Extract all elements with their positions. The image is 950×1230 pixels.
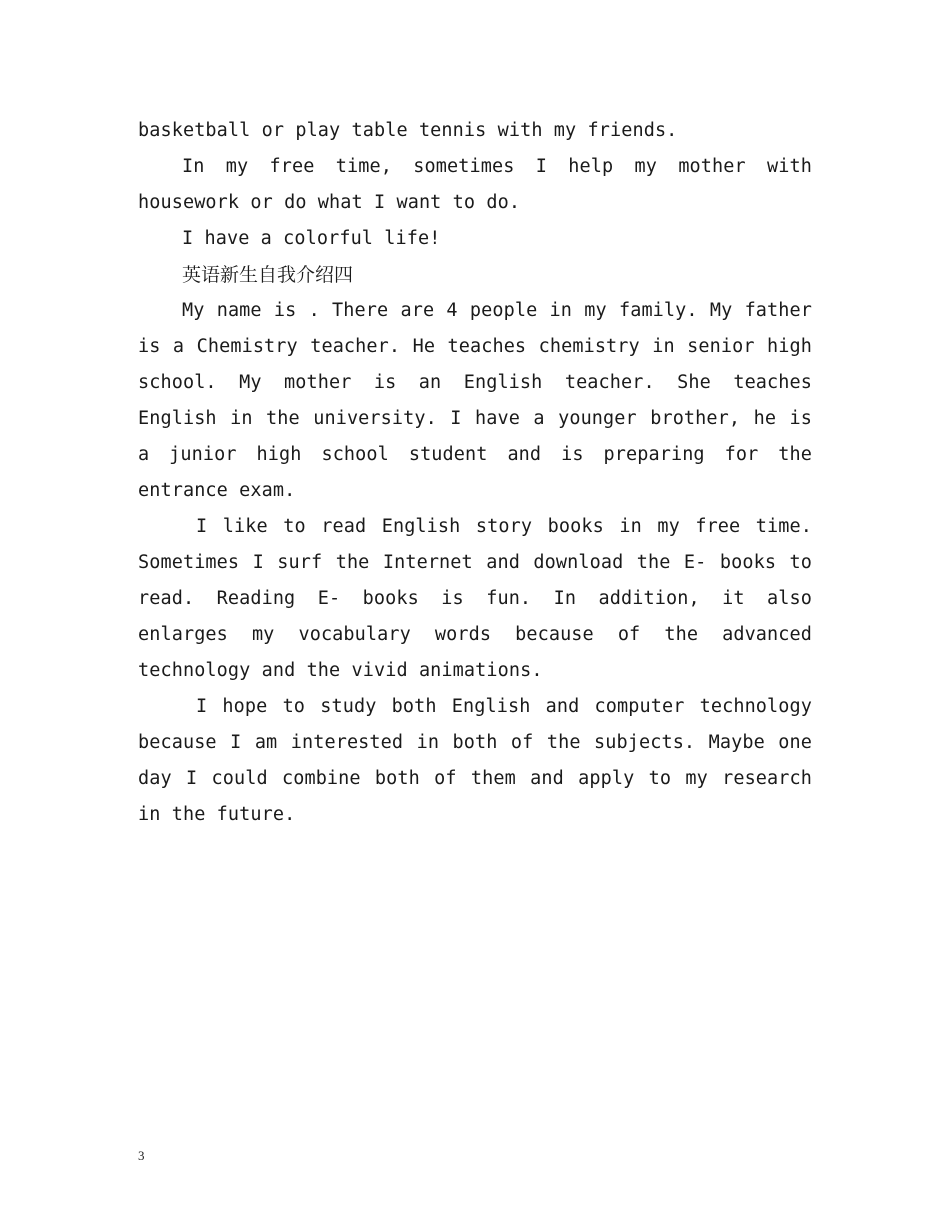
paragraph-continuation: basketball or play table tennis with my friends.: [138, 120, 678, 141]
paragraph-family: My name is . There are 4 people in my family. My father is a Chemistry teacher. He teaches chemistry in senior high school. My mother is an English teacher. She teaches English in the university. I have a younger brother, he is a junior high school student and is preparing for the entrance exam.: [138, 300, 812, 501]
paragraph-colorful-life: I have a colorful life!: [182, 228, 441, 249]
paragraph-reading: I like to read English story books in my free time. Sometimes I surf the Internet and download the E- books to read. Reading E- books is fun. In addition, it also enlarges my vocabulary words because of the advanced technology and the vivid animations.: [138, 516, 812, 681]
document-body: [138, 113, 812, 833]
section-heading: 英语新生自我介绍四: [182, 264, 354, 286]
paragraph-hopes: I hope to study both English and computer technology because I am interested in both of the subjects. Maybe one day I could combine both of them and apply to my research in the future.: [138, 696, 812, 825]
paragraph-free-time: In my free time, sometimes I help my mother with housework or do what I want to do.: [138, 156, 812, 213]
page-number: 3: [138, 1148, 145, 1163]
